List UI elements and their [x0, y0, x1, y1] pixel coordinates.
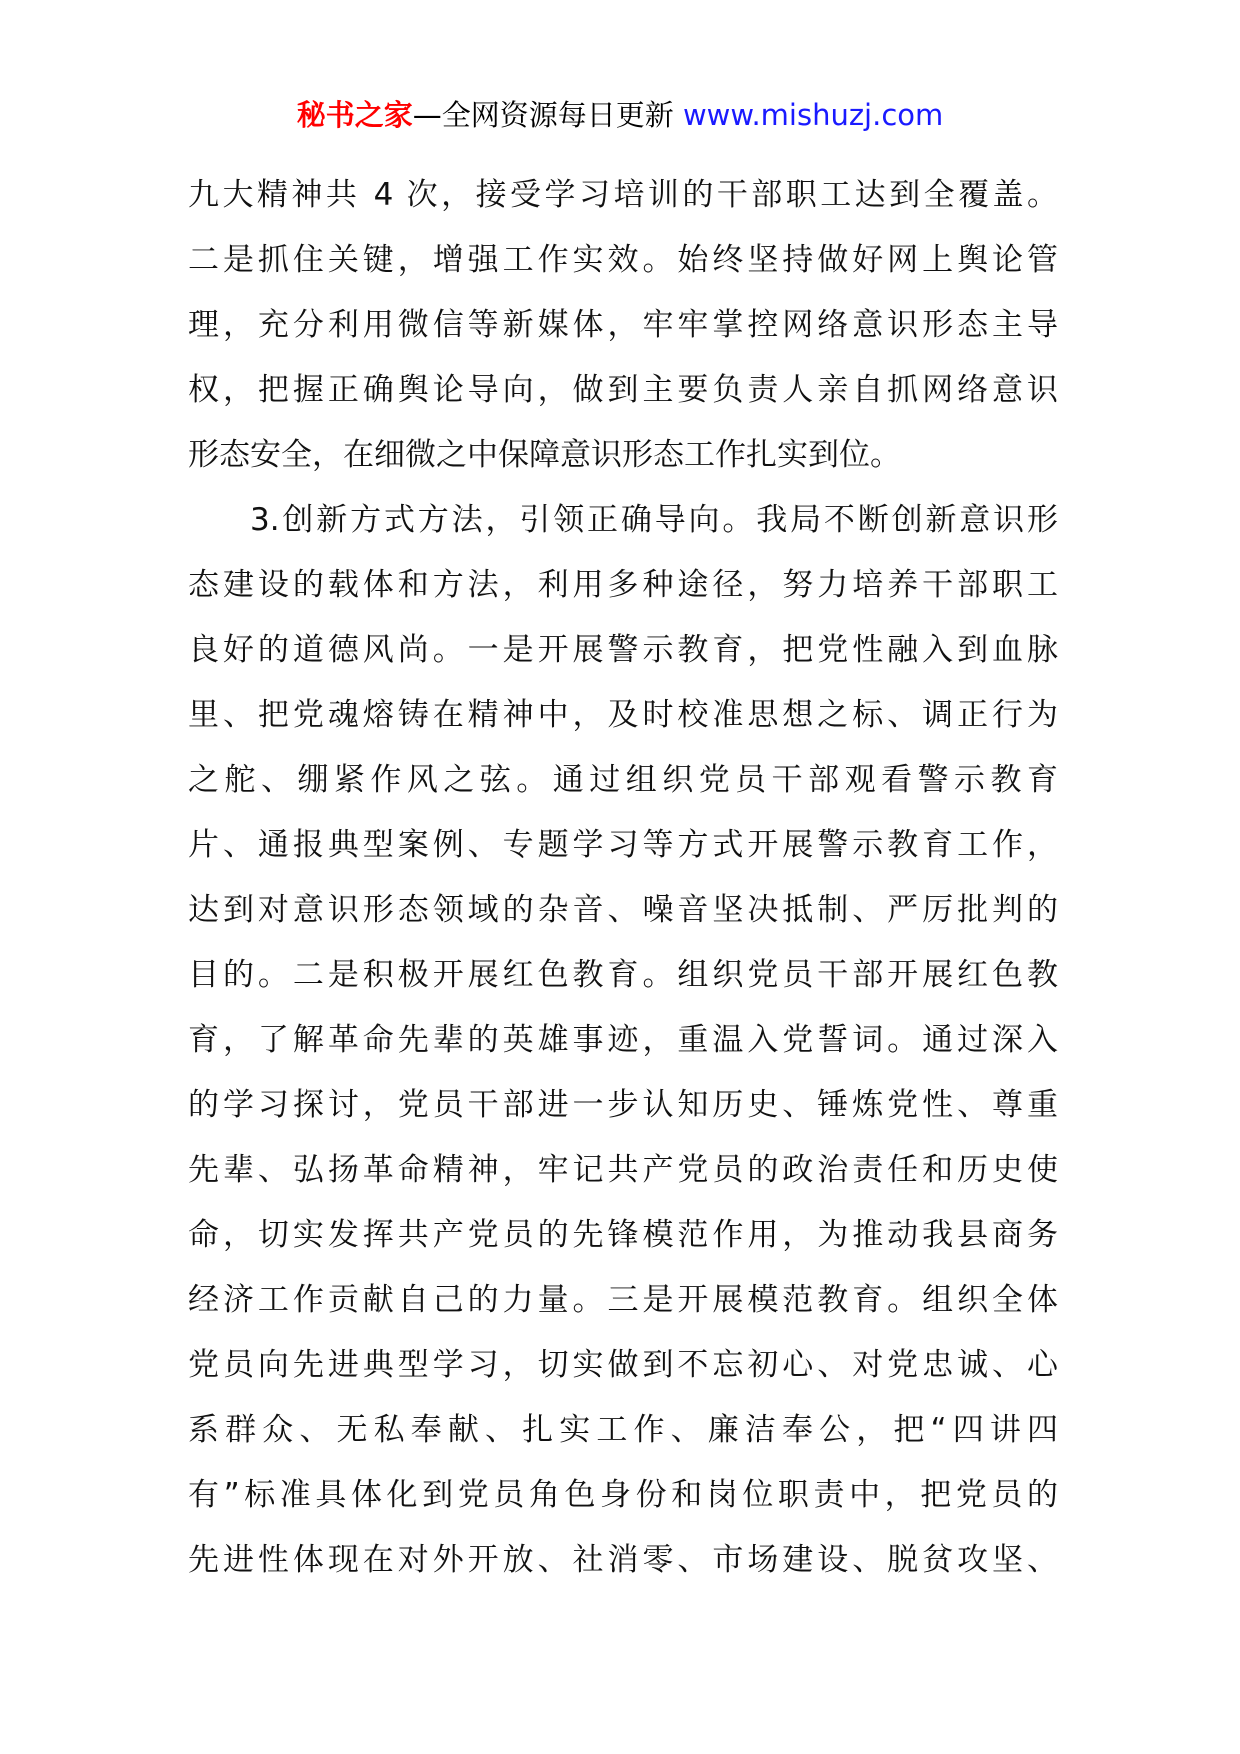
text-line: 二是抓住关键，增强工作实效。始终坚持做好网上舆论管: [188, 242, 1058, 278]
text-line: 态建设的载体和方法，利用多种途径，努力培养干部职工: [188, 567, 1058, 603]
text-line: 党员向先进典型学习，切实做到不忘初心、对党忠诚、心: [188, 1347, 1058, 1383]
text-line: 命，切实发挥共产党员的先锋模范作用，为推动我县商务: [188, 1217, 1058, 1253]
text-line: 经济工作贡献自己的力量。三是开展模范教育。组织全体: [188, 1282, 1058, 1318]
text-line: 先进性体现在对外开放、社消零、市场建设、脱贫攻坚、: [188, 1542, 1058, 1578]
text-line: 有”标准具体化到党员角色身份和岗位职责中，把党员的: [188, 1477, 1058, 1513]
document-body: [188, 163, 1058, 1593]
text-line: 九大精神共 4 次，接受学习培训的干部职工达到全覆盖。: [188, 177, 1058, 213]
text-line: 形态安全，在细微之中保障意识形态工作扎实到位。: [188, 437, 901, 473]
text-line: 理，充分利用微信等新媒体，牢牢掌控网络意识形态主导: [188, 307, 1058, 343]
text-line: 片、通报典型案例、专题学习等方式开展警示教育工作，: [188, 827, 1058, 863]
text-line: 系群众、无私奉献、扎实工作、廉洁奉公，把“四讲四: [188, 1412, 1058, 1448]
site-tagline: —全网资源每日更新: [412, 98, 674, 132]
text-line: 的学习探讨，党员干部进一步认知历史、锤炼党性、尊重: [188, 1087, 1058, 1123]
paragraph-heading-line: 3.创新方式方法，引领正确导向。我局不断创新意识形: [250, 502, 1058, 538]
site-name: 秘书之家: [296, 98, 413, 132]
text-line: 达到对意识形态领域的杂音、噪音坚决抵制、严厉批判的: [188, 892, 1058, 928]
text-line: 目的。二是积极开展红色教育。组织党员干部开展红色教: [188, 957, 1058, 993]
text-line: 权，把握正确舆论导向，做到主要负责人亲自抓网络意识: [188, 372, 1058, 408]
text-line: 之舵、绷紧作风之弦。通过组织党员干部观看警示教育: [188, 762, 1058, 798]
text-line: 育，了解革命先辈的英雄事迹，重温入党誓词。通过深入: [188, 1022, 1058, 1058]
text-line: 里、把党魂熔铸在精神中，及时校准思想之标、调正行为: [188, 697, 1058, 733]
site-url-link[interactable]: www.mishuzj.com: [682, 98, 944, 132]
text-line: 良好的道德风尚。一是开展警示教育，把党性融入到血脉: [188, 632, 1058, 668]
text-line: 先辈、弘扬革命精神，牢记共产党员的政治责任和历史使: [188, 1152, 1058, 1188]
page-header: [0, 93, 1240, 137]
